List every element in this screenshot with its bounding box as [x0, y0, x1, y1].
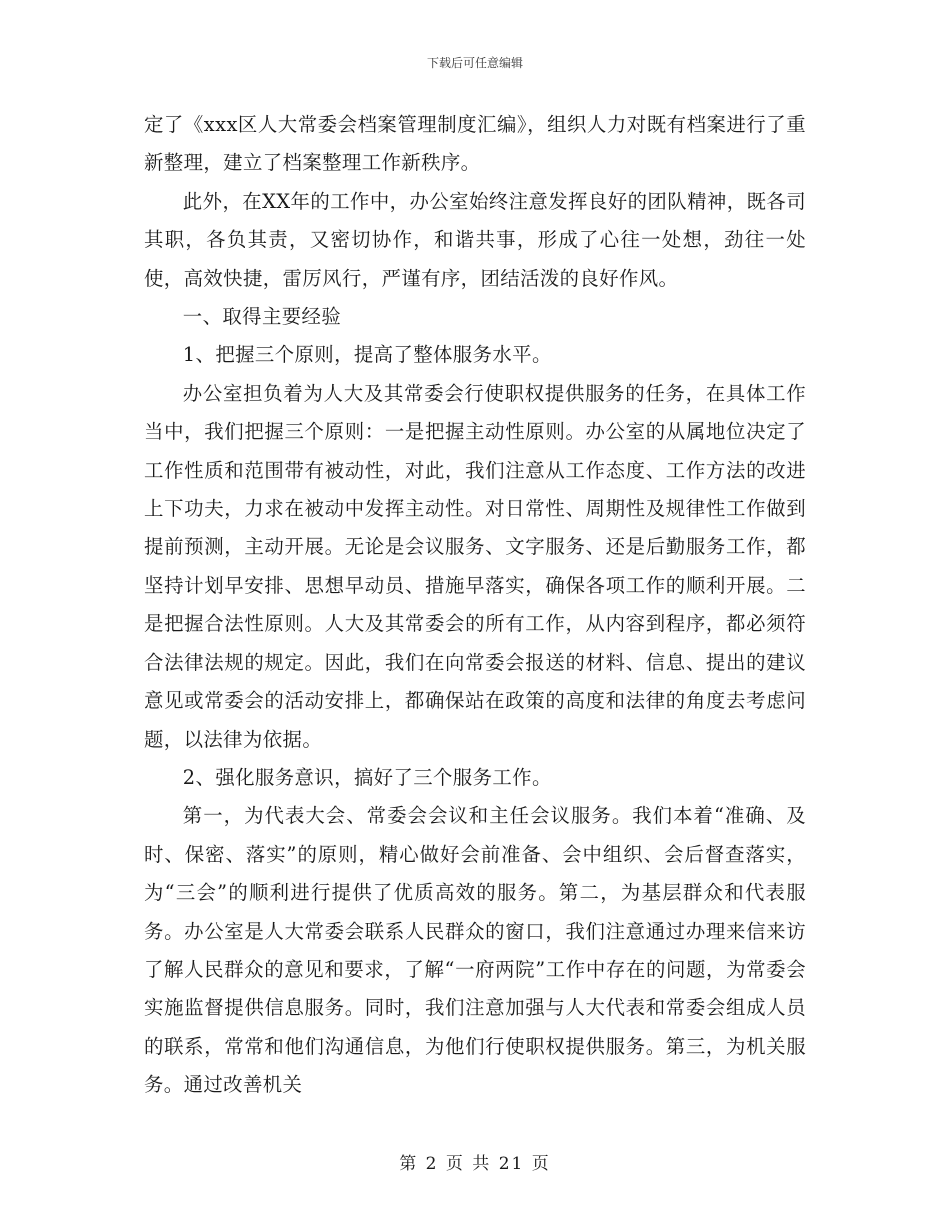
- footer-middle: 页 共: [445, 1154, 492, 1174]
- paragraph-team-spirit: 此外，在XX年的工作中，办公室始终注意发挥良好的团队精神，既各司其职，各负其责，又密切协作，和谐共事，形成了心往一处想，劲往一处使，高效快捷，雷厉风行，严谨有序，团结活泼的良好作风。: [144, 189, 806, 290]
- subsection-heading-1: 1、把握三个原则，提高了整体服务水平。: [182, 343, 552, 367]
- subsection-heading-2: 2、强化服务意识，搞好了三个服务工作。: [182, 765, 552, 789]
- section-heading: 一、取得主要经验: [182, 305, 342, 329]
- page-header: 下载后可任意编辑: [426, 56, 523, 70]
- footer-prefix: 第: [399, 1154, 419, 1174]
- paragraph-three-principles: 办公室担负着为人大及其常委会行使职权提供服务的任务，在具体工作当中，我们把握三个原则：一是把握主动性原则。办公室的从属地位决定了工作性质和范围带有被动性，对此，我们注意从工作态度、工作方法的改进上下功夫，力求在被动中发挥主动性。对日常性、周期性及规律性工作做到提前预测，主动开展。无论是会议服务、文字服务、还是后勤服务工作，都坚持计划早安排、思想早动员、措施早落实，确保各项工作的顺利开展。二是把握合法性原则。人大及其常委会的所有工作，从内容到程序，都必须符合法律法规的规定。因此，我们在向常委会报送的材料、信息、提出的建议意见或常委会的活动安排上，都确保站在政策的高度和法律的角度去考虑问题，以法律为依据。: [144, 381, 806, 751]
- footer-page-number: 2: [425, 1154, 439, 1174]
- paragraph-continuation: 定了《xxx区人大常委会档案管理制度汇编》，组织人力对既有档案进行了重新整理，建立了档案整理工作新秩序。: [144, 113, 806, 175]
- page-footer: [0, 1149, 950, 1174]
- footer-total-pages: 21: [498, 1154, 525, 1174]
- paragraph-three-services: 第一，为代表大会、常委会会议和主任会议服务。我们本着“准确、及时、保密、落实”的原则，精心做好会前准备、会中组织、会后督查落实，为“三会”的顺利进行提供了优质高效的服务。第二，为基层群众和代表服务。办公室是人大常委会联系人民群众的窗口，我们注意通过办理来信来访了解人民群众的意见和要求，了解“一府两院”工作中存在的问题，为常委会实施监督提供信息服务。同时，我们注意加强与人大代表和常委会组成人员的联系，常常和他们沟通信息，为他们行使职权提供服务。第三，为机关服务。通过改善机关: [144, 804, 806, 1097]
- document-body: [144, 106, 806, 1105]
- footer-suffix: 页: [531, 1154, 551, 1174]
